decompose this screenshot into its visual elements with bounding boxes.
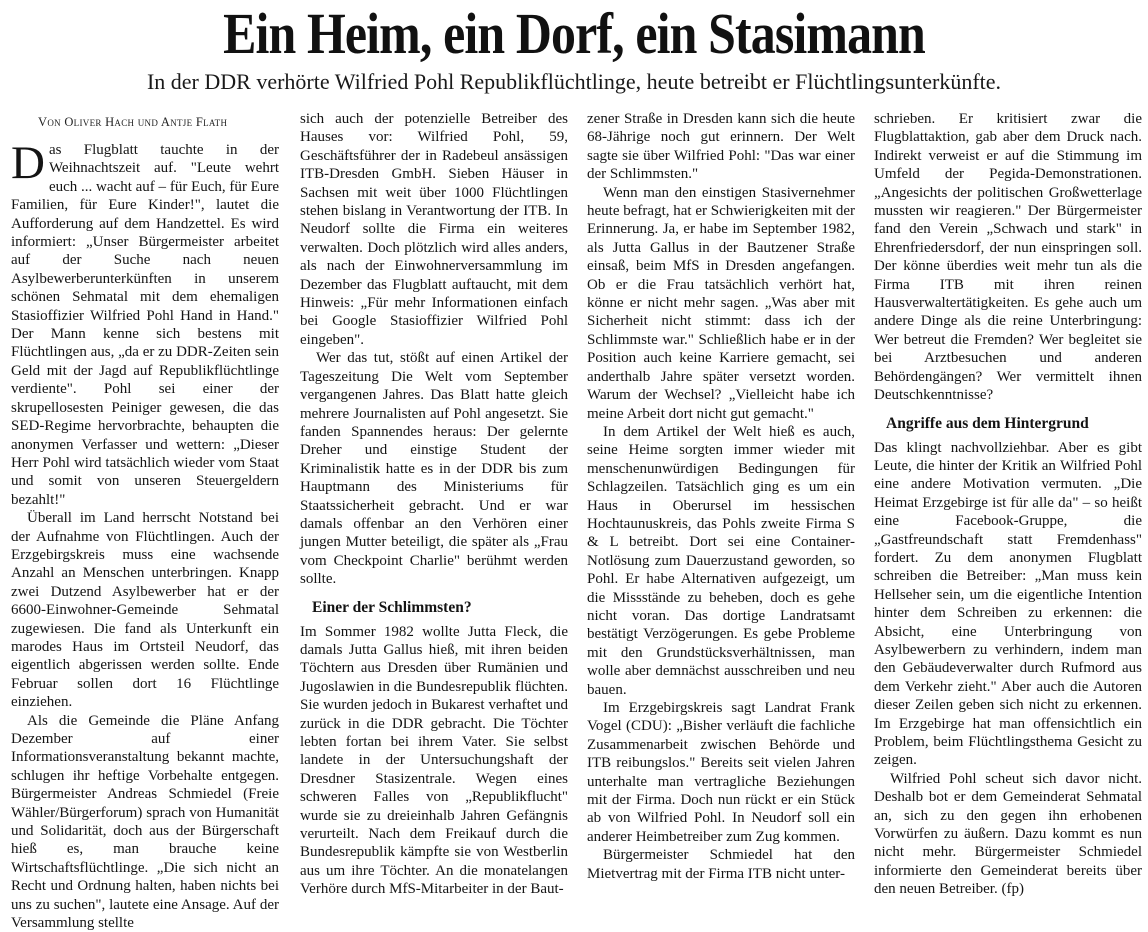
- paragraph: Im Erzgebirgskreis sagt Landrat Frank Vogel (CDU): „Bisher verläuft die fachliche Zusammenarbeit zwischen Behörde und ITB reibungslos." Bereits seit vielen Jahren unterhalte man vertragliche Beziehungen mit der Firma. Doch nun rückt er ein Stück ab von Wilfried Pohl. In Neudorf soll ein anderer Heimbetreiber zum Zug kommen.: [587, 700, 855, 845]
- paragraph: Überall im Land herrscht Notstand bei der Aufnahme von Flüchtlingen. Auch der Erzgebirgskreis muss eine wachsende Anzahl an Menschen unterbringen. Knapp zwei Dutzend Asylbewerber hat er der 6600-Einwohner-Gemeinde Sehmatal zugewiesen. Die fand als Unterkunft ein marodes Haus im Ortsteil Neudorf, das eigentlich abgerissen werden sollte. Ende Februar sollen dort 16 Flüchtlinge einziehen.: [11, 510, 279, 711]
- paragraph-text: as Flugblatt tauchte in der Weihnachtszeit auf. "Leute wehrt euch ... wacht auf – für Euch, für Eure Familien, für Eure Kinder!", lautet die Aufforderung auf dem Handzettel. Es wird informiert: „Unser Bürgermeister arbeitet auf der Suche nach neuen Asylbewerberunterkünften in unserem schönen Sehmatal mit dem ehemaligen Stasioffizier Wilfried Pohl Hand in Hand." Der Mann kenne sich bestens mit Flüchtlingen aus, „da er zu DDR-Zeiten sein Geld mit der Jagd auf Republikflüchtlinge verdiente". Pohl sei einer der skrupellosesten Peiniger gewesen, die das SED-Regime hervorbrachte, behaupten die anonymen Verfasser und wettern: „Dieser Herr Pohl wird tatsächlich wieder vom Staat und somit von unseren Steuergeldern bezahlt!": [11, 142, 279, 508]
- byline: Von Oliver Hach und Antje Flath: [38, 115, 228, 129]
- article-column-4: [874, 110, 1142, 899]
- headline: Ein Heim, ein Dorf, ein Stasimann: [223, 1, 925, 66]
- section-heading: Einer der Schlimmsten?: [312, 598, 472, 616]
- paragraph: Bürgermeister Schmiedel hat den Mietvertrag mit der Firma ITB nicht unter-: [587, 847, 855, 882]
- paragraph: [11, 137, 279, 509]
- subheadline: In der DDR verhörte Wilfried Pohl Republikflüchtlinge, heute betreibt er Flüchtlingsunterkünfte.: [146, 69, 1002, 94]
- paragraph: In dem Artikel der Welt hieß es auch, seine Heime sorgten immer wieder mit menschenunwürdigen Bedingungen für Schlagzeilen. Tatsächlich ging es um ein Haus in Oberursel im hessischen Hochtaunuskreis, das Pohls zweite Firma S & L betreibt. Dort sei eine Container-Notlösung zum Dauerzustand geworden, so Pohl. Er habe Alternativen aufgezeigt, um die Missstände zu beheben, doch es gehe nicht voran. Das dortige Landratsamt bestätigt Verzögerungen. Es gebe Probleme mit den Grundstücksverhältnissen, man wolle aber demnächst ausschreiben und neu bauen.: [587, 423, 855, 698]
- paragraph: Das klingt nachvollziehbar. Aber es gibt Leute, die hinter der Kritik an Wilfried Pohl eine andere Motivation vermuten. „Die Heimat Erzgebirge ist für alle da" – so heißt eine Facebook-Gruppe, die „Gastfreundschaft statt Fremdenhass" fordert. Zu dem anonymen Flugblatt schreiben die Betreiber: „Man muss kein Hellseher sein, um die eigentliche Intention hinter dem Schreiben zu erkennen: die Absicht, eine Unterbringung von Asylbewerbern zu verhindern, indem man den Gebäudeverwalter durch Rufmord aus dem Verkehr zieht." Aber auch die Autoren dieser Zeilen geben sich nicht zu erkennen. Im Erzgebirge hat man offensichtlich ein Problem, beim Flüchtlingsthema Gesicht zu zeigen.: [874, 439, 1142, 769]
- paragraph: Wenn man den einstigen Stasivernehmer heute befragt, hat er Schwierigkeiten mit der Erinnerung. Ja, er habe im September 1982, als Jutta Gallus in der Bautzener Straße einsaß, beim MfS in Dresden angefangen. Ob er die Frau tatsächlich verhört hat, könne er nicht mehr sagen. „Was aber mit Sicherheit nicht stimmt: dass ich der Schlimmste war." Schließlich habe er in der Position auch keine Karriere gemacht, sei anderthalb Jahre später versetzt worden. Warum der Wechsel? „Vielleicht habe ich meine Arbeit dort nicht gut gemacht.": [587, 184, 855, 422]
- paragraph: sich auch der potenzielle Betreiber des Hauses vor: Wilfried Pohl, 59, Geschäftsführer der in Radebeul ansässigen ITB-Dresden GmbH. Sieben Häuser in Sachsen mit weit über 1000 Flüchtlingen stehen bislang in Verantwortung der ITB. In Neudorf sollte die Firma ein weiteres verwalten. Doch plötzlich wird alles anders, als nach der Einwohnerversammlung im Dezember das Flugblatt auftaucht, mit dem Hinweis: „Für mehr Informationen einfach bei Google Stasioffizier Wilfried Pohl eingeben".: [300, 111, 568, 348]
- paragraph: schrieben. Er kritisiert zwar die Flugblattaktion, gab aber dem Druck nach. Indirekt verweist er auf die Stimmung im Umfeld der Pegida-Demonstrationen. „Angesichts der politischen Großwetterlage mussten wir reagieren." Der Bürgermeister fand den Verein „Schwach und stark" in Ehrenfriedersdorf, der nun einspringen soll. Der könne überdies weit mehr tun als die Firma ITB mit ihren reinen Hausverwaltertätigkeiten. Es gehe auch um andere Dinge als die reine Unterbringung: Wer betreut die Fremden? Wer begleitet sie bei Arztbesuchen und anderen Behördengängen? Wer vermittelt ihnen Deutschkenntnisse?: [874, 111, 1142, 404]
- paragraph: Wer das tut, stößt auf einen Artikel der Tageszeitung Die Welt vom September vergangenen Jahres. Das Blatt hatte gleich mehrere Journalisten auf Pohl angesetzt. Sie fanden Spannendes heraus: Der gelernte Dreher und einstige Student der Kriminalistik hatte es in der DDR bis zum Hauptmann des Ministeriums für Staatssicherheit gebracht. Und er war damals offenbar an den Verhören einer jungen Mutter beteiligt, die später als „Frau vom Checkpoint Charlie" berühmt werden sollte.: [300, 350, 568, 588]
- article-column-3: [587, 110, 855, 883]
- paragraph: Im Sommer 1982 wollte Jutta Fleck, die damals Jutta Gallus hieß, mit ihren beiden Töchtern aus Dresden über Rumänien und Jugoslawien in die Bundesrepublik flüchten. Sie wurden jedoch in Bukarest verhaftet und zurück in die DDR gebracht. Die Töchter lebten fortan bei ihrem Vater. Sie selbst landete in der Untersuchungshaft der Dresdner Stasizentrale. Wegen eines schweren Falles von „Republikflucht" wurde sie zu dreieinhalb Jahren Gefängnis verurteilt. Nach dem Freikauf durch die Bundesrepublik kämpfte sie von Westberlin aus um ihre Töchter. An die monatelangen Verhöre durch MfS-Mitarbeiter in der Baut-: [300, 623, 568, 898]
- paragraph: Als die Gemeinde die Pläne Anfang Dezember auf einer Informationsveranstaltung bekannt machte, schlugen ihr heftige Vorbehalte entgegen. Bürgermeister Andreas Schmiedel (Freie Wähler/Bürgerforum) sprach von Humanität und Solidarität, doch aus der Bürgerschaft hieß es, man brauche keine Wirtschaftsflüchtlinge. „Die sich nicht an Recht und Ordnung halten, haben nichts bei uns zu suchen", lautete eine Ansage. Auf der Versammlung stellte: [11, 712, 279, 932]
- drop-cap: D: [11, 137, 45, 189]
- paragraph: Wilfried Pohl scheut sich davor nicht. Deshalb bot er dem Gemeinderat Sehmatal an, sich zu den gegen ihn erhobenen Vorwürfen zu äußern. Dazu kommt es nun nicht mehr. Bürgermeister Schmiedel informierte den Gemeinderat bereits über den neuen Betreiber. (fp): [874, 770, 1142, 898]
- article-column-2: [300, 110, 568, 899]
- section-heading: Angriffe aus dem Hintergrund: [886, 414, 1089, 432]
- article-column-1: [11, 137, 279, 932]
- paragraph: zener Straße in Dresden kann sich die heute 68-Jährige noch gut erinnern. Der Welt sagte sie über Wilfried Pohl: "Das war einer der Schlimmsten.": [587, 111, 855, 183]
